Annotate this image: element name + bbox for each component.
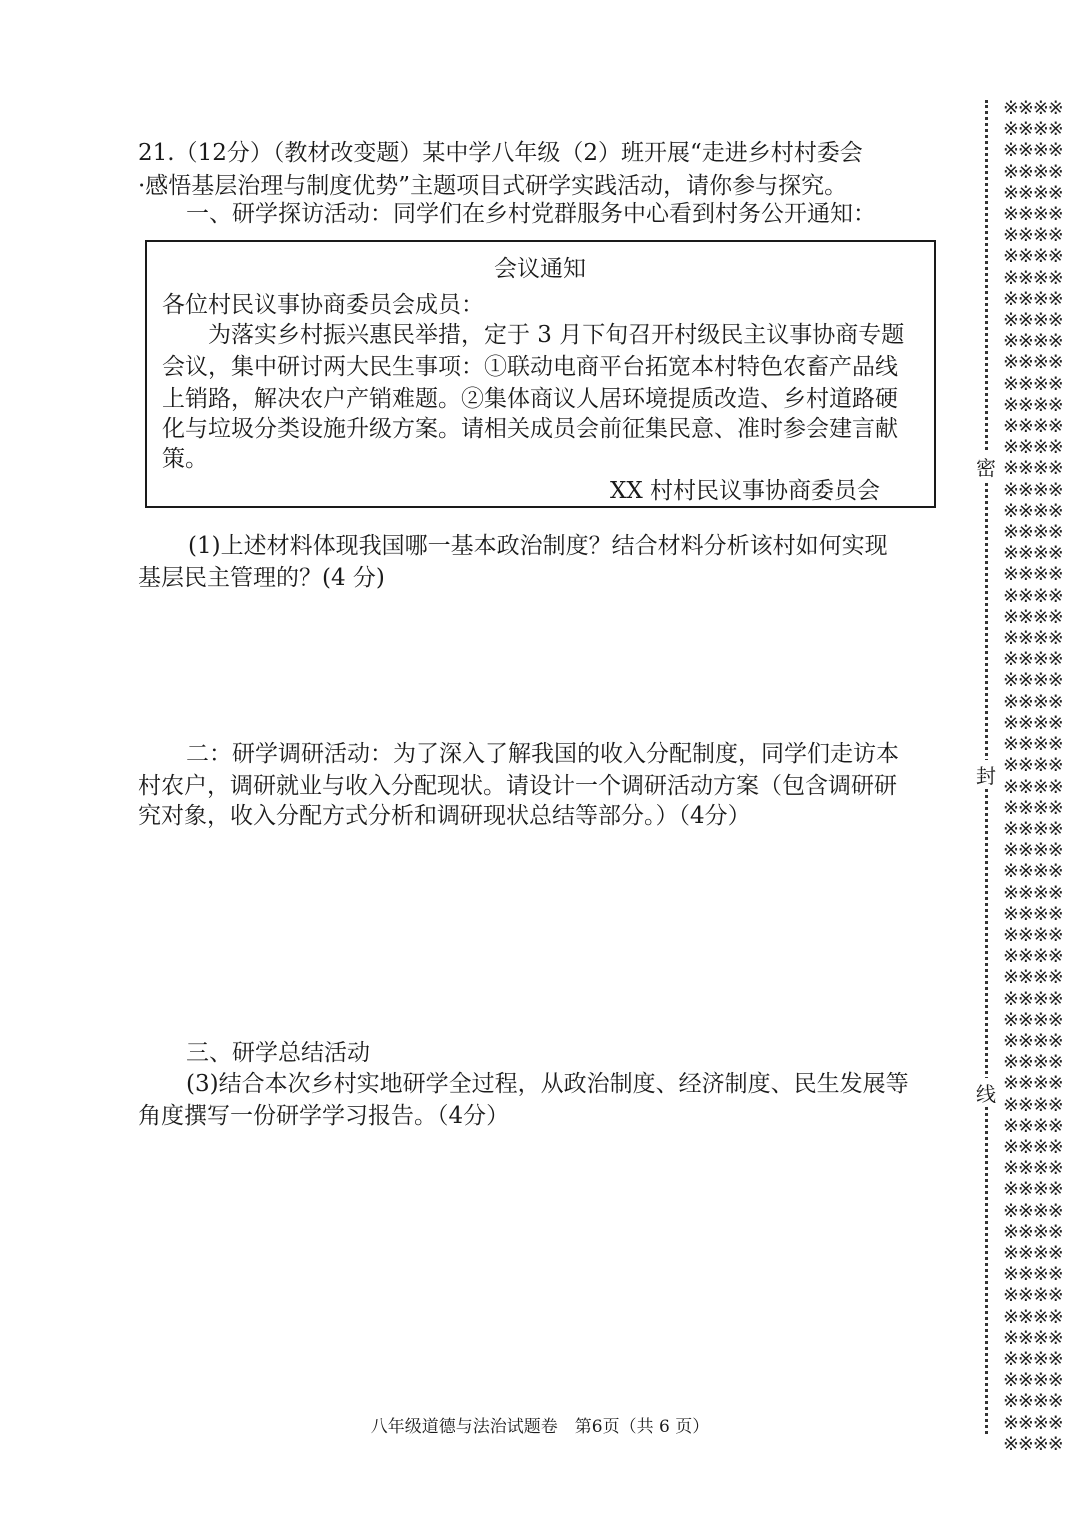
binding-char-mi: 密 [975,452,997,481]
binding-cross-pattern: ※※※※ ※※※※ ※※※※ ※※※※ ※※※※ ※※※※ ※※※※ ※※※※ ※※※※ ※※※※ ※※※※ ※※※※ ※※※※ ※※※※ ※※※※ ※※※※ ※※※※ ※※※※ ※※※※ ※※※※ ※※※※ ※※※※ ※※※※ ※※※※ ※※※※ ※※※※ ※※※※ ※※※※ ※※※※ ※※※※ ※※※※ ※※※※ ※※※※ ※※※※ ※※※※ ※※※※ ※※※※ ※※※※ ※※※※ ※※※※ ※※※※ ※※※※ ※※※※ ※※※※ ※※※※ ※※※※ ※※※※ ※※※※ ※※※※ ※※※※ ※※※※ ※※※※ ※※※※ ※※※※ ※※※※ ※※※※ ※※※※ ※※※※ ※※※※ ※※※※ ※※※※ ※※※※ ※※※※ ※※※※ [1003,97,1063,1455]
notice-body-line: 策。 [162,446,208,472]
section1-heading: 一、研学探访活动：同学们在乡村党群服务中心看到村务公开通知： [186,201,876,227]
q3-line-1: (3)结合本次乡村实地研学全过程，从政治制度、经济制度、民生发展等 [186,1071,909,1097]
question-header-line-1: 21.（12分）（教材改变题）某中学八年级（2）班开展“走进乡村村委会 [138,140,863,166]
binding-char-feng: 封 [975,760,997,789]
q3-line-2: 角度撰写一份研学学习报告。（4分） [138,1103,510,1129]
section3-title: 三、研学总结活动 [186,1040,370,1066]
q1-line-2: 基层民主管理的？(4 分) [138,565,385,591]
notice-body-line: 上销路，解决农户产销难题。②集体商议人居环境提质改造、乡村道路硬 [162,386,898,412]
page-footer: 八年级道德与法治试题卷 第6页（共 6 页） [370,1417,710,1437]
q1-line-1: (1)上述材料体现我国哪一基本政治制度？结合材料分析该村如何实现 [188,533,888,559]
notice-title: 会议通知 [494,256,586,282]
notice-body-line: 会议，集中研讨两大民生事项：①联动电商平台拓宽本村特色农畜产品线 [162,354,898,380]
notice-body-line: 为落实乡村振兴惠民举措，定于 3 月下旬召开村级民主议事协商专题 [208,322,905,348]
section2-line-2: 村农户，调研就业与收入分配现状。请设计一个调研活动方案（包含调研研 [138,773,897,799]
section2-line-1: 二：研学调研活动：为了深入了解我国的收入分配制度，同学们走访本 [186,741,899,767]
binding-char-xian: 线 [975,1078,997,1107]
question-header-line-2: ·感悟基层治理与制度优势”主题项目式研学实践活动，请你参与探究。 [138,173,848,199]
notice-signature: XX 村村民议事协商委员会 [610,478,881,504]
notice-salutation: 各位村民议事协商委员会成员： [162,292,484,318]
section2-line-3: 究对象，收入分配方式分析和调研现状总结等部分。）（4分） [138,803,751,829]
notice-body-line: 化与垃圾分类设施升级方案。请相关成员会前征集民意、准时参会建言献 [162,416,898,442]
